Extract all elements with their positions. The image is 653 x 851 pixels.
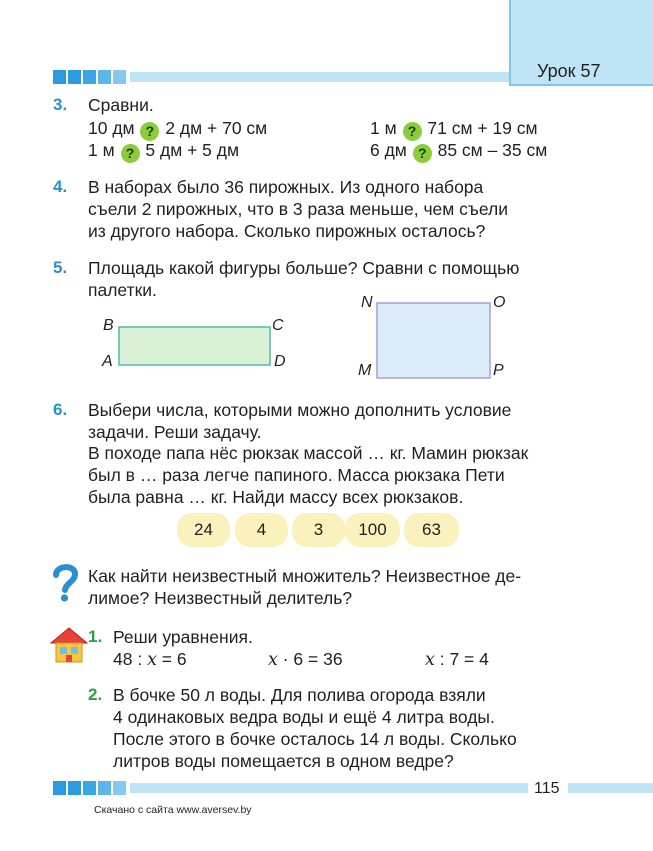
compare-mark-icon: ? — [121, 144, 140, 163]
compare-mark-icon: ? — [140, 122, 159, 141]
compare-mark-icon: ? — [403, 122, 422, 141]
house-icon — [49, 626, 89, 664]
task-6-line: был в … раза легче папиного. Масса рюкзака Пети — [88, 465, 505, 485]
homework-1-number: 1. — [88, 627, 103, 646]
vertex-label-d: D — [274, 353, 286, 370]
task-6-line: задачи. Реши задачу. — [88, 422, 262, 442]
task-3-row-2-left: 1 м ? 5 дм + 5 дм — [88, 140, 240, 161]
lesson-title: Урок 57 — [537, 61, 601, 81]
task-6-number: 6. — [53, 400, 68, 419]
page-number: 115 — [534, 780, 560, 797]
compare-mark-icon: ? — [413, 144, 432, 163]
homework-2-line: После этого в бочке осталось 14 л воды. Сколько — [113, 729, 517, 749]
task-3-row-1-right: 1 м ? 71 см + 19 см — [370, 118, 538, 139]
number-option[interactable]: 24 — [177, 513, 230, 547]
task-6-line: была равна … кг. Найди массу всех рюкзаков. — [88, 487, 464, 507]
homework-2-line: 4 одинаковых ведра воды и ещё 4 литра воды. — [113, 707, 495, 727]
homework-1-title: Реши уравнения. — [113, 627, 253, 647]
footer-stripe — [53, 781, 653, 795]
homework-2-line: литров воды помещается в одном ведре? — [113, 751, 454, 771]
question-line: Как найти неизвестный множитель? Неизвестное де- — [88, 566, 522, 586]
equation-1: 48 : x = 6 — [113, 649, 187, 670]
task-3-title: Сравни. — [88, 95, 154, 115]
vertex-label-n: N — [361, 294, 373, 311]
vertex-label-c: C — [272, 317, 284, 334]
number-option[interactable]: 63 — [404, 513, 459, 547]
task-3-row-1-left: 10 дм ? 2 дм + 70 см — [88, 118, 268, 139]
number-option[interactable]: 4 — [235, 513, 288, 547]
task-5-line: палетки. — [88, 280, 157, 300]
task-4-line: В наборах было 36 пирожных. Из одного набора — [88, 177, 484, 197]
question-line: лимое? Неизвестный делитель? — [88, 588, 353, 608]
task-6-line: Выбери числа, которыми можно дополнить условие — [88, 400, 512, 420]
vertex-label-p: P — [493, 362, 504, 379]
source-note: Скачано с сайта www.aversev.by — [94, 804, 252, 816]
vertex-label-o: O — [493, 294, 506, 311]
vertex-label-b: B — [103, 317, 114, 334]
task-5-line: Площадь какой фигуры больше? Сравни с помощью — [88, 258, 520, 278]
task-6-line: В походе папа нёс рюкзак массой … кг. Мамин рюкзак — [88, 443, 529, 463]
task-4-line: из другого набора. Сколько пирожных осталось? — [88, 221, 486, 241]
question-mark-icon — [50, 563, 80, 603]
homework-2-number: 2. — [88, 685, 103, 704]
number-option[interactable]: 3 — [292, 513, 345, 547]
homework-2-line: В бочке 50 л воды. Для полива огорода взяли — [113, 685, 486, 705]
number-option[interactable]: 100 — [345, 513, 400, 547]
equation-3: x : 7 = 4 — [425, 649, 489, 670]
task-4-line: съели 2 пирожных, что в 3 раза меньше, чем съели — [88, 199, 509, 219]
rectangle-abcd — [119, 327, 270, 365]
equation-2: x · 6 = 36 — [268, 649, 343, 670]
vertex-label-a: A — [102, 353, 113, 370]
task-5-number: 5. — [53, 258, 68, 277]
rectangle-nomp — [377, 303, 490, 378]
vertex-label-m: M — [358, 362, 372, 379]
task-3-row-2-right: 6 дм ? 85 см – 35 см — [370, 140, 548, 161]
task-4-number: 4. — [53, 177, 68, 196]
task-3-number: 3. — [53, 95, 68, 114]
